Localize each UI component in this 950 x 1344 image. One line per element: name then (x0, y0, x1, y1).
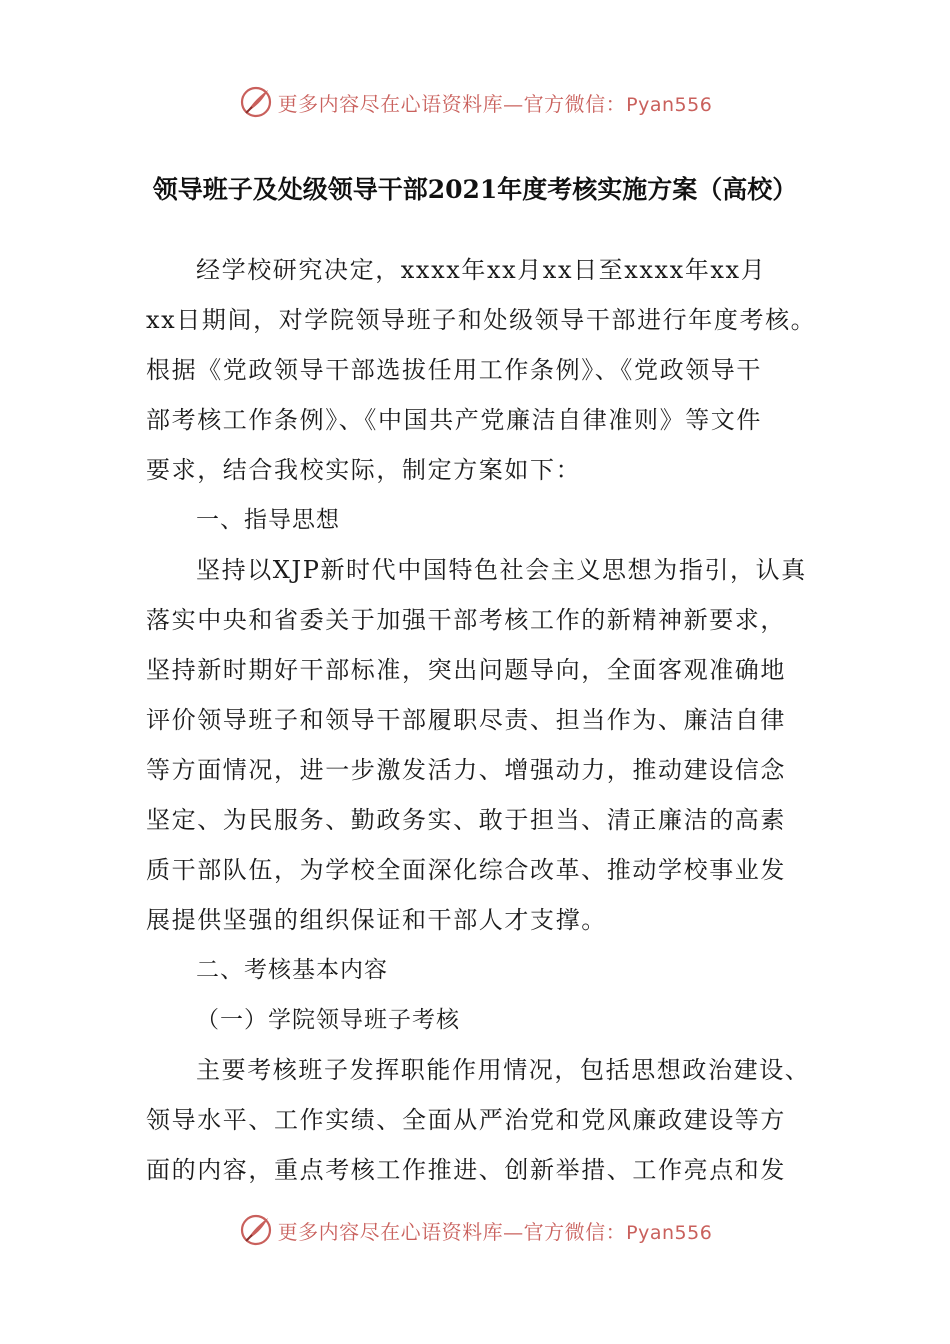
paragraph-line: 坚持以XJP新时代中国特色社会主义思想为指引，认真 (196, 556, 807, 584)
paragraph-line: 经学校研究决定，xxxx年xx月xx日至xxxx年xx月 (196, 256, 767, 284)
paragraph-line: 主要考核班子发挥职能作用情况，包括思想政治建设、 (196, 1056, 811, 1084)
document-title: 领导班子及处级领导干部2021年度考核实施方案（高校） (152, 175, 798, 204)
section-heading: 二、考核基本内容 (196, 957, 388, 983)
paragraph-line: 评价领导班子和领导干部履职尽责、担当作为、廉洁自律 (146, 706, 786, 734)
paragraph-line: 落实中央和省委关于加强干部考核工作的新精神新要求， (146, 606, 786, 634)
paragraph-line: 等方面情况，进一步激发活力、增强动力，推动建设信念 (146, 756, 786, 784)
subsection-heading: （一）学院领导班子考核 (196, 1007, 460, 1033)
paragraph-line: xx日期间，对学院领导班子和处级领导干部进行年度考核。 (146, 306, 817, 334)
paragraph-line: 根据《党政领导干部选拔任用工作条例》、《党政领导干 (146, 356, 762, 384)
paragraph-line: 面的内容，重点考核工作推进、创新举措、工作亮点和发 (146, 1156, 786, 1184)
paragraph-line: 展提供坚强的组织保证和干部人才支撑。 (146, 906, 607, 934)
watermark-footer (0, 1210, 950, 1250)
watermark-header (0, 82, 950, 122)
feather-pen-logo-icon (238, 84, 274, 120)
watermark-text: 更多内容尽在心语资料库—官方微信：Pyan556 (277, 1219, 713, 1244)
document-body (146, 245, 817, 1195)
watermark-text: 更多内容尽在心语资料库—官方微信：Pyan556 (277, 91, 713, 116)
paragraph-line: 领导水平、工作实绩、全面从严治党和党风廉政建设等方 (146, 1106, 786, 1134)
paragraph-line: 部考核工作条例》、《中国共产党廉洁自律准则》等文件 (146, 406, 762, 434)
feather-pen-logo-icon (238, 1212, 274, 1248)
paragraph-line: 坚持新时期好干部标准，突出问题导向，全面客观准确地 (146, 656, 786, 684)
section-heading: 一、指导思想 (196, 507, 340, 533)
paragraph-line: 质干部队伍，为学校全面深化综合改革、推动学校事业发 (146, 856, 786, 884)
paragraph-line: 坚定、为民服务、勤政务实、敢于担当、清正廉洁的高素 (146, 806, 786, 834)
paragraph-line: 要求，结合我校实际，制定方案如下： (146, 456, 582, 484)
